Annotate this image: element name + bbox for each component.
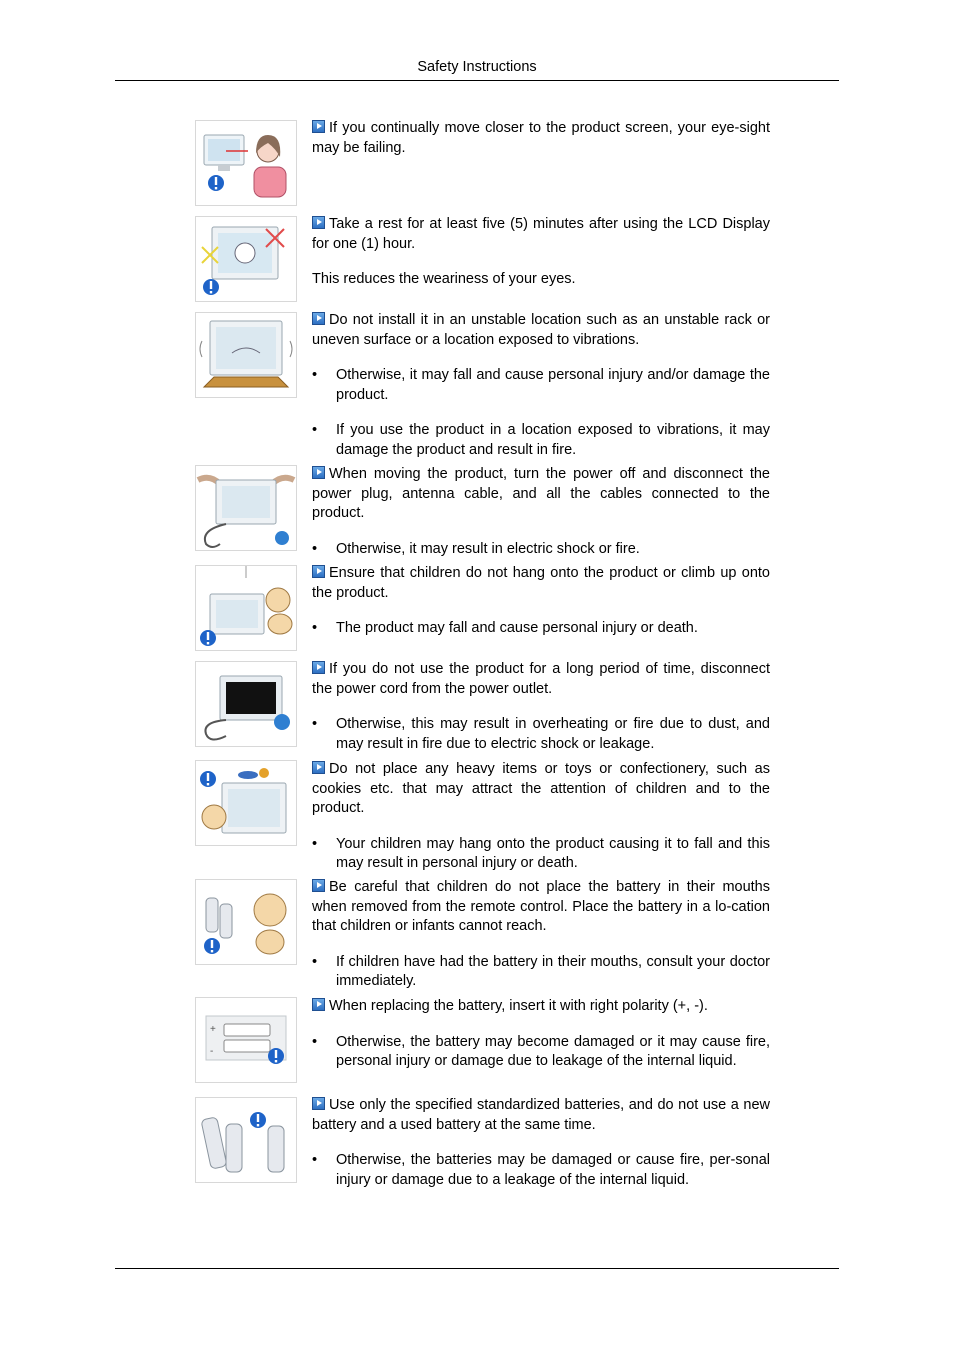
illustration-unplug [195, 661, 297, 747]
entry-text [312, 660, 770, 754]
entry-lead: Do not place any heavy items or toys or confectionery, such as cookies etc. that may attract the attention of children and to the product. [312, 761, 770, 816]
entry-lead: Take a rest for at least five (5) minutes after using the LCD Display for one (1) hour. [312, 216, 770, 252]
illustration-moving-product [195, 465, 297, 551]
svg-text:-: - [210, 1046, 214, 1057]
arrow-icon [312, 761, 325, 774]
entry-note: This reduces the weariness of your eyes. [312, 271, 576, 287]
entry-lead: Do not install it in an unstable location such as an unstable rack or uneven surface or a location exposed to vibrations. [312, 312, 770, 348]
illustration-batteries [195, 1097, 297, 1183]
illustration-battery-polarity [195, 997, 297, 1083]
footer-rule [115, 1268, 839, 1269]
arrow-icon [312, 565, 325, 578]
entry-lead: Use only the specified standardized batteries, and do not use a new battery and a used battery at the same time. [312, 1097, 770, 1133]
entry-text [312, 997, 770, 1072]
bullet-item: • Otherwise, the battery may become damaged or it may cause fire, personal injury or damage due to leakage of the internal liquid. [312, 1033, 770, 1069]
illustration-unstable-surface [195, 312, 297, 398]
entry-text [312, 760, 770, 874]
entry-lead: If you continually move closer to the product screen, your eye-sight may be failing. [312, 120, 770, 156]
arrow-icon [312, 879, 325, 892]
bullet-item: • Otherwise, the batteries may be damaged or cause fire, per-sonal injury or damage due to a leakage of the internal liquid. [312, 1152, 770, 1188]
illustration-battery-child [195, 879, 297, 965]
header-rule [115, 80, 839, 81]
arrow-icon [312, 661, 325, 674]
arrow-icon [312, 216, 325, 229]
entry-lead: Be careful that children do not place the battery in their mouths when removed from the remote control. Place the battery in a lo-cation that children or infants cannot reach. [312, 879, 770, 934]
arrow-icon [312, 120, 325, 133]
page-header-title: Safety Instructions [417, 59, 537, 75]
bullet-item: • If children have had the battery in their mouths, consult your doctor immediately. [312, 953, 770, 989]
entry-text [312, 878, 770, 992]
arrow-icon [312, 998, 325, 1011]
bullet-item: • If you use the product in a location exposed to vibrations, it may damage the product and result in fire. [312, 422, 770, 458]
illustration-toys-on-product [195, 760, 297, 846]
bullet-item: • Your children may hang onto the product causing it to fall and this may result in personal injury or death. [312, 835, 770, 871]
bullet-item: • Otherwise, it may fall and cause personal injury and/or damage the product. [312, 367, 770, 403]
bullet-item: • Otherwise, it may result in electric shock or fire. [312, 540, 640, 557]
illustration-rest-eyes [195, 216, 297, 302]
entry-text [312, 215, 770, 290]
entry-text [312, 465, 770, 559]
illustration-eye-strain [195, 120, 297, 206]
entry-lead: If you do not use the product for a long period of time, disconnect the power cord from the power outlet. [312, 661, 770, 697]
entry-text [312, 564, 770, 639]
arrow-icon [312, 312, 325, 325]
arrow-icon [312, 466, 325, 479]
entry-lead: When moving the product, turn the power off and disconnect the power plug, antenna cable, and all the cables connected to the product. [312, 466, 770, 521]
entry-lead: Ensure that children do not hang onto the product or climb up onto the product. [312, 565, 770, 601]
entry-text [312, 1096, 770, 1190]
svg-text:+: + [210, 1024, 216, 1035]
arrow-icon [312, 1097, 325, 1110]
entry-text [312, 119, 770, 158]
entry-lead: When replacing the battery, insert it with right polarity (+, -). [312, 997, 770, 1017]
illustration-child-hanging [195, 565, 297, 651]
entry-text [312, 311, 770, 460]
bullet-item: • Otherwise, this may result in overheating or fire due to dust, and may result in fire due to electric shock or leakage. [312, 716, 770, 752]
bullet-item: • The product may fall and cause personal injury or death. [312, 620, 698, 636]
